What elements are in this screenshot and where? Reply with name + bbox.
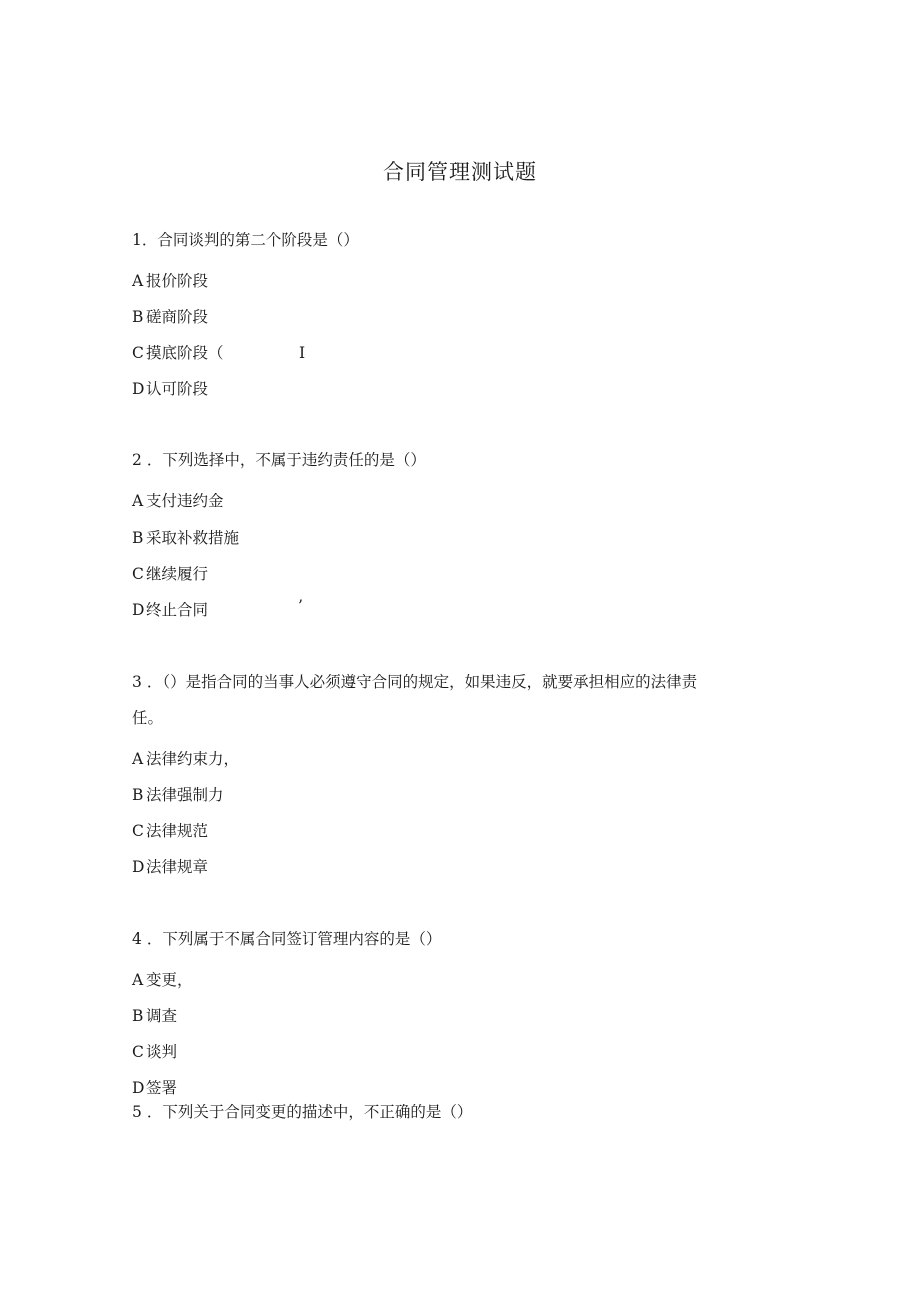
option-letter: C <box>132 565 144 583</box>
option-letter: D <box>132 380 145 398</box>
option-letter: B <box>132 786 144 804</box>
option-1d <box>132 379 208 399</box>
option-text: 继续履行 <box>146 565 209 583</box>
option-letter: C <box>132 822 144 840</box>
question-number: 1 <box>132 231 142 249</box>
question-text: ．下列关于合同变更的描述中，不正确的是（） <box>146 1103 473 1121</box>
option-2c <box>132 564 208 584</box>
option-3a <box>132 749 239 769</box>
option-text: 采取补救措施 <box>146 529 240 547</box>
option-text: 变更， <box>146 971 193 989</box>
option-text: 磋商阶段 <box>146 308 209 326</box>
option-1b <box>132 307 208 327</box>
option-text: 法律规范 <box>146 822 209 840</box>
option-3c <box>132 821 208 841</box>
question-text: ．（）是指合同的当事人必须遵守合同的规定，如果违反，就要承担相应的法律责 <box>146 673 698 691</box>
option-4b <box>132 1006 177 1026</box>
question-number: 4 <box>132 930 142 948</box>
stray-mark-q2: ’ <box>298 597 303 615</box>
option-4d <box>132 1078 177 1098</box>
option-3b <box>132 785 224 805</box>
option-letter: C <box>132 344 144 362</box>
option-text: 摸底阶段（ <box>146 344 224 362</box>
option-text: 支付违约金 <box>146 492 224 510</box>
option-1a <box>132 271 208 291</box>
option-text: 谈判 <box>146 1043 178 1061</box>
option-letter: B <box>132 1007 144 1025</box>
option-4c <box>132 1042 177 1062</box>
question-text: ．合同谈判的第二个阶段是（） <box>141 231 359 249</box>
question-text: ．下列属于不属合同签订管理内容的是（） <box>146 930 442 948</box>
question-text: ．下列选择中，不属于违约责任的是（） <box>146 451 426 469</box>
question-number: 5 <box>132 1103 142 1121</box>
question-number: 2 <box>132 451 142 469</box>
page-title: 合同管理测试题 <box>383 160 537 184</box>
option-letter: A <box>132 750 144 768</box>
option-letter: B <box>132 529 144 547</box>
option-2d <box>132 600 208 620</box>
option-letter: D <box>132 601 145 619</box>
question-5 <box>132 1102 472 1122</box>
option-text: 报价阶段 <box>146 272 209 290</box>
option-text: 法律约束力， <box>146 750 240 768</box>
option-letter: A <box>132 272 144 290</box>
question-3-continuation: 任。 <box>132 709 164 727</box>
option-text: 认可阶段 <box>146 380 209 398</box>
stray-mark-q1: I <box>299 344 306 362</box>
question-3 <box>132 672 697 692</box>
option-text: 终止合同 <box>146 601 209 619</box>
question-4 <box>132 929 441 949</box>
question-2 <box>132 450 426 470</box>
option-letter: D <box>132 858 145 876</box>
option-2b <box>132 528 239 548</box>
option-4a <box>132 970 193 990</box>
option-letter: A <box>132 971 144 989</box>
option-text: 签署 <box>146 1079 178 1097</box>
option-2a <box>132 491 224 511</box>
option-letter: D <box>132 1079 145 1097</box>
question-number: 3 <box>132 673 142 691</box>
option-3d <box>132 857 208 877</box>
option-letter: B <box>132 308 144 326</box>
option-letter: A <box>132 492 144 510</box>
option-1c <box>132 343 224 363</box>
option-text: 法律强制力 <box>146 786 224 804</box>
option-text: 法律规章 <box>146 858 209 876</box>
option-letter: C <box>132 1043 144 1061</box>
question-1 <box>132 230 359 250</box>
option-text: 调查 <box>146 1007 178 1025</box>
